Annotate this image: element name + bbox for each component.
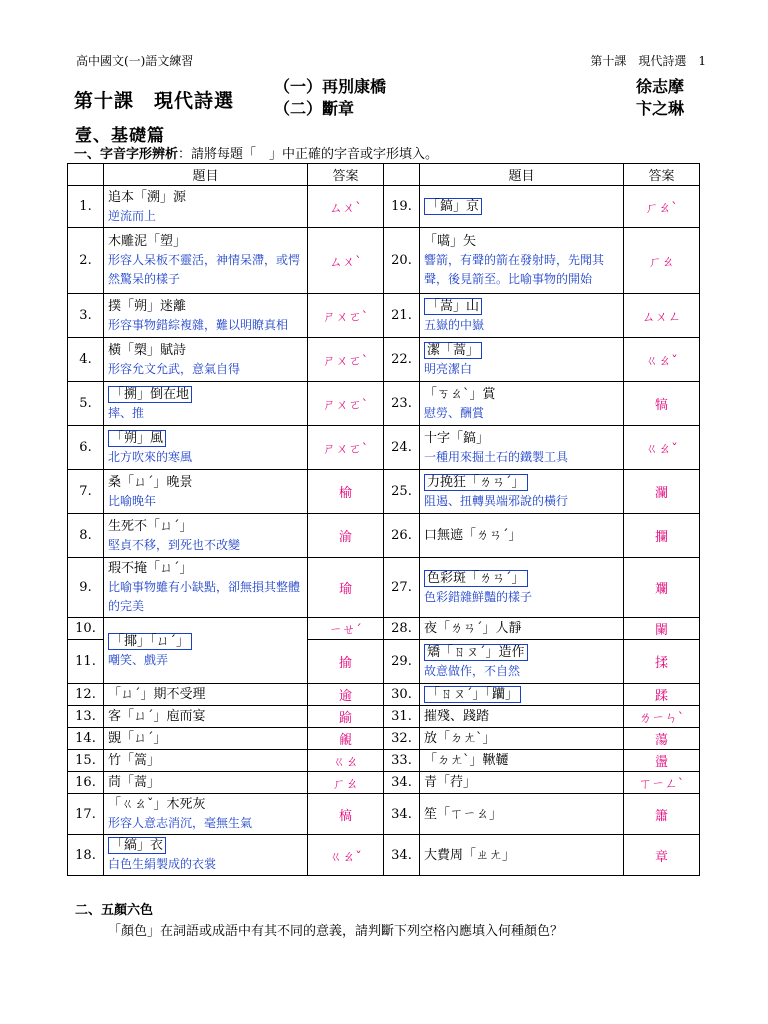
question-text: 「ㄩˊ」期不受理 <box>108 687 206 702</box>
question-number: 19. <box>384 186 420 228</box>
question-cell <box>104 228 308 294</box>
question-text: 「ㄍㄠˇ」木死灰 <box>108 797 206 812</box>
header-question-right: 題目 <box>420 164 624 186</box>
question-text: 撲「朔」迷離 <box>108 298 187 314</box>
table-row <box>68 338 700 382</box>
question-cell <box>420 684 624 706</box>
table-row <box>68 228 700 294</box>
answer-cell: 盪 <box>624 750 700 772</box>
question-text: 潔「蒿」 <box>424 342 482 359</box>
question-cell <box>104 794 308 835</box>
question-number: 12. <box>68 684 104 706</box>
question-text: 「ㄉㄤˋ」鞦韆 <box>424 753 509 768</box>
question-number: 9. <box>68 558 104 618</box>
table-row <box>68 706 700 728</box>
answer-cell: ㄍㄠˇ <box>624 338 700 382</box>
question-explanation: 色彩錯雜鮮豔的樣子 <box>424 589 533 604</box>
question-number: 21. <box>384 294 420 338</box>
section-1-instruction: ：請將每題「 」中正確的字音或字形填入。 <box>178 147 439 162</box>
answer-cell: ㄕㄨㄛˋ <box>308 338 384 382</box>
answer-cell: ㄒㄧㄥˋ <box>624 772 700 794</box>
question-explanation: 摔、推 <box>108 405 145 420</box>
question-text: 「鎬」京 <box>424 198 482 215</box>
table-row <box>68 684 700 706</box>
question-explanation: 比喻事物雖有小缺點，卻無損其整體的完美 <box>108 580 301 613</box>
question-cell <box>420 558 624 618</box>
question-number: 27. <box>384 558 420 618</box>
table-row <box>68 382 700 426</box>
answer-cell: ㄍㄠ <box>308 750 384 772</box>
question-number: 26. <box>384 514 420 558</box>
table-row <box>68 426 700 470</box>
question-text: 摧殘、踐踏 <box>424 709 490 724</box>
question-number: 34. <box>384 835 420 876</box>
poem-1-title: （一）再別康橋 <box>274 77 387 96</box>
question-explanation: 白色生絹製成的衣裳 <box>108 857 217 871</box>
answer-cell: 蹂 <box>624 684 700 706</box>
question-cell <box>104 706 308 728</box>
header-number-left <box>68 164 104 186</box>
answer-cell: ㄙㄨˋ <box>308 186 384 228</box>
question-cell <box>420 382 624 426</box>
section-2-heading: 二、五顏六色 <box>75 903 154 918</box>
question-cell <box>104 338 308 382</box>
section-2-description: 「顏色」在詞語或成語中有其不同的意義，請判斷下列空格內應填入何種顏色？ <box>108 924 564 939</box>
question-text: 木雕泥「塑」 <box>108 234 187 249</box>
table-row <box>68 558 700 618</box>
question-text: 「ㄖㄡˊ」「躪」 <box>424 686 521 703</box>
answer-cell: ㄕㄨㄛˋ <box>308 294 384 338</box>
question-text: 青「荇」 <box>424 775 477 790</box>
question-cell <box>104 618 308 684</box>
table-row <box>68 728 700 750</box>
question-explanation: 形容允文允武，意氣自得 <box>108 361 241 376</box>
question-text: 夜「ㄌㄢˊ」人靜 <box>424 621 522 636</box>
question-explanation: 嘲笑、戲弄 <box>108 652 169 667</box>
section-1-heading <box>74 143 438 162</box>
question-text: 瑕不掩「ㄩˊ」 <box>108 561 193 576</box>
section-1-label: 一、字音字形辨析 <box>74 147 179 162</box>
answer-cell: 章 <box>624 835 700 876</box>
answer-cell: 簫 <box>624 794 700 835</box>
question-explanation: 北方吹來的寒風 <box>108 449 193 464</box>
question-text: 口無遮「ㄌㄢˊ」 <box>424 528 522 543</box>
question-number: 14. <box>68 728 104 750</box>
question-explanation: 逆流而上 <box>108 208 157 223</box>
question-number: 33. <box>384 750 420 772</box>
question-text: 色彩斑「ㄌㄢˊ」 <box>424 570 528 587</box>
question-explanation: 堅貞不移，到死也不改變 <box>108 537 241 552</box>
question-number: 24. <box>384 426 420 470</box>
answer-cell: ㄏㄠ <box>308 772 384 794</box>
answer-cell: 踰 <box>308 706 384 728</box>
question-text: 矯「ㄖㄡˊ」造作 <box>424 644 528 661</box>
question-number: 5. <box>68 382 104 426</box>
question-explanation: 形容事物錯綜複雜，難以明瞭真相 <box>108 317 289 332</box>
header-answer-left: 答案 <box>308 164 384 186</box>
question-explanation: 阻遏、扭轉異端邪說的橫行 <box>424 493 569 508</box>
question-cell <box>104 186 308 228</box>
question-number: 29. <box>384 640 420 684</box>
answer-cell: 闌 <box>624 618 700 640</box>
question-explanation: 響箭，有聲的箭在發射時，先聞其聲，後見箭至。比喻事物的開始 <box>424 253 605 286</box>
question-text: 「縞」衣 <box>108 837 166 854</box>
question-number: 22. <box>384 338 420 382</box>
question-explanation: 明亮潔白 <box>424 361 473 376</box>
question-cell <box>104 772 308 794</box>
question-cell <box>420 706 624 728</box>
question-cell <box>104 382 308 426</box>
question-explanation: 一種用來掘土石的鐵製工具 <box>424 449 569 464</box>
question-text: 追本「溯」源 <box>108 189 187 205</box>
table-row <box>68 750 700 772</box>
question-text: 「搠」倒在地 <box>108 386 192 403</box>
header-left: 高中國文(一)語文練習 <box>76 54 194 68</box>
table-header-row <box>68 164 700 186</box>
answer-cell: ㄙㄨˋ <box>308 228 384 294</box>
poem-authors <box>636 76 684 120</box>
question-cell <box>420 470 624 514</box>
question-text: 力挽狂「ㄌㄢˊ」 <box>424 474 528 491</box>
table-row <box>68 294 700 338</box>
question-number: 23. <box>384 382 420 426</box>
question-number: 25. <box>384 470 420 514</box>
part-title: 壹、基礎篇 <box>75 126 165 146</box>
answer-cell: 斕 <box>624 558 700 618</box>
poem-titles <box>274 76 386 120</box>
question-explanation: 形容人呆板不靈活，神情呆滯，或愕然驚呆的樣子 <box>108 253 301 286</box>
question-text: 竹「篙」 <box>108 753 161 768</box>
question-cell <box>420 618 624 640</box>
question-cell <box>420 772 624 794</box>
question-number: 18. <box>68 835 104 876</box>
answer-cell: 揄 <box>308 640 384 684</box>
question-text: 「朔」風 <box>108 430 166 447</box>
answer-cell: ㄕㄨㄛˋ <box>308 426 384 470</box>
answer-cell: 覦 <box>308 728 384 750</box>
question-text: 大費周「ㄓㄤ」 <box>424 847 516 863</box>
question-number: 15. <box>68 750 104 772</box>
question-text: 客「ㄩˊ」庖而宴 <box>108 709 206 724</box>
question-table <box>67 163 700 876</box>
question-text: 笙「ㄒㄧㄠ」 <box>424 806 503 822</box>
question-cell <box>104 684 308 706</box>
question-number: 1. <box>68 186 104 228</box>
answer-cell: ㄕㄨㄛˋ <box>308 382 384 426</box>
table-row <box>68 186 700 228</box>
question-cell <box>104 728 308 750</box>
answer-cell: ㄌㄧㄣˋ <box>624 706 700 728</box>
question-number: 13. <box>68 706 104 728</box>
question-cell <box>420 228 624 294</box>
question-cell <box>420 728 624 750</box>
question-explanation: 慰勞、酬賞 <box>424 405 485 420</box>
author-1: 徐志摩 <box>635 77 684 96</box>
question-cell <box>104 514 308 558</box>
answer-cell: 蕩 <box>624 728 700 750</box>
header-question-left: 題目 <box>104 164 308 186</box>
answer-cell: 揉 <box>624 640 700 684</box>
answer-cell: ㄙㄨㄥ <box>624 294 700 338</box>
question-number: 2. <box>68 228 104 294</box>
question-explanation: 形容人意志消沉，毫無生氣 <box>108 816 253 830</box>
header-number-right <box>384 164 420 186</box>
question-cell <box>420 750 624 772</box>
answer-cell: 槁 <box>308 794 384 835</box>
question-text: 「揶」「ㄩˊ」 <box>108 633 192 650</box>
answer-cell: 榆 <box>308 470 384 514</box>
lesson-title: 第十課 現代詩選 <box>74 90 235 112</box>
question-cell <box>420 426 624 470</box>
question-explanation: 比喻晚年 <box>108 493 157 508</box>
question-number: 34. <box>384 794 420 835</box>
question-text: 「嚆」矢 <box>424 234 477 249</box>
table-row <box>68 514 700 558</box>
answer-cell: 攔 <box>624 514 700 558</box>
answer-cell: 逾 <box>308 684 384 706</box>
question-text: 覬「ㄩˊ」 <box>108 731 167 746</box>
table-row <box>68 470 700 514</box>
answer-cell: 瑜 <box>308 558 384 618</box>
question-text: 放「ㄉㄤˋ」 <box>424 731 496 746</box>
question-text: 十字「鎬」 <box>424 430 490 446</box>
question-number: 17. <box>68 794 104 835</box>
question-number: 28. <box>384 618 420 640</box>
question-number: 6. <box>68 426 104 470</box>
question-cell <box>104 426 308 470</box>
question-cell <box>104 835 308 876</box>
table-row <box>68 618 700 640</box>
question-cell <box>420 338 624 382</box>
poem-2-title: （二）斷章 <box>274 99 355 118</box>
question-number: 10. <box>68 618 104 640</box>
question-text: 生死不「ㄩˊ」 <box>108 518 193 534</box>
question-number: 32. <box>384 728 420 750</box>
question-explanation: 五嶽的中嶽 <box>424 317 485 332</box>
table-row <box>68 835 700 876</box>
question-text: 「ㄎㄠˋ」賞 <box>424 386 496 402</box>
question-text: 茼「蒿」 <box>108 775 161 790</box>
answer-cell: 犒 <box>624 382 700 426</box>
answer-cell: 瀾 <box>624 470 700 514</box>
question-cell <box>104 558 308 618</box>
question-number: 31. <box>384 706 420 728</box>
question-cell <box>104 294 308 338</box>
question-text: 「嵩」山 <box>424 298 482 315</box>
question-number: 8. <box>68 514 104 558</box>
question-text: 橫「槊」賦詩 <box>108 342 187 358</box>
table-row <box>68 794 700 835</box>
header-right: 第十課 現代詩選 1 <box>590 54 706 68</box>
question-number: 20. <box>384 228 420 294</box>
question-number: 11. <box>68 640 104 684</box>
question-number: 4. <box>68 338 104 382</box>
question-number: 16. <box>68 772 104 794</box>
question-cell <box>420 640 624 684</box>
question-cell <box>420 186 624 228</box>
question-number: 7. <box>68 470 104 514</box>
answer-cell: ㄍㄠˇ <box>624 426 700 470</box>
table-row <box>68 772 700 794</box>
author-2: 卞之琳 <box>635 99 684 118</box>
question-number: 3. <box>68 294 104 338</box>
question-cell <box>104 750 308 772</box>
question-cell <box>420 835 624 876</box>
question-number: 34. <box>384 772 420 794</box>
question-cell <box>420 514 624 558</box>
answer-cell: ㄏㄠˋ <box>624 186 700 228</box>
answer-cell: 渝 <box>308 514 384 558</box>
question-text: 桑「ㄩˊ」晚景 <box>108 474 193 490</box>
question-cell <box>104 470 308 514</box>
answer-cell: ㄍㄠˇ <box>308 835 384 876</box>
header-answer-right: 答案 <box>624 164 700 186</box>
answer-cell: ㄧㄝˊ <box>308 618 384 640</box>
question-explanation: 故意做作，不自然 <box>424 663 521 678</box>
question-number: 30. <box>384 684 420 706</box>
answer-cell: ㄏㄠ <box>624 228 700 294</box>
question-cell <box>420 294 624 338</box>
question-cell <box>420 794 624 835</box>
